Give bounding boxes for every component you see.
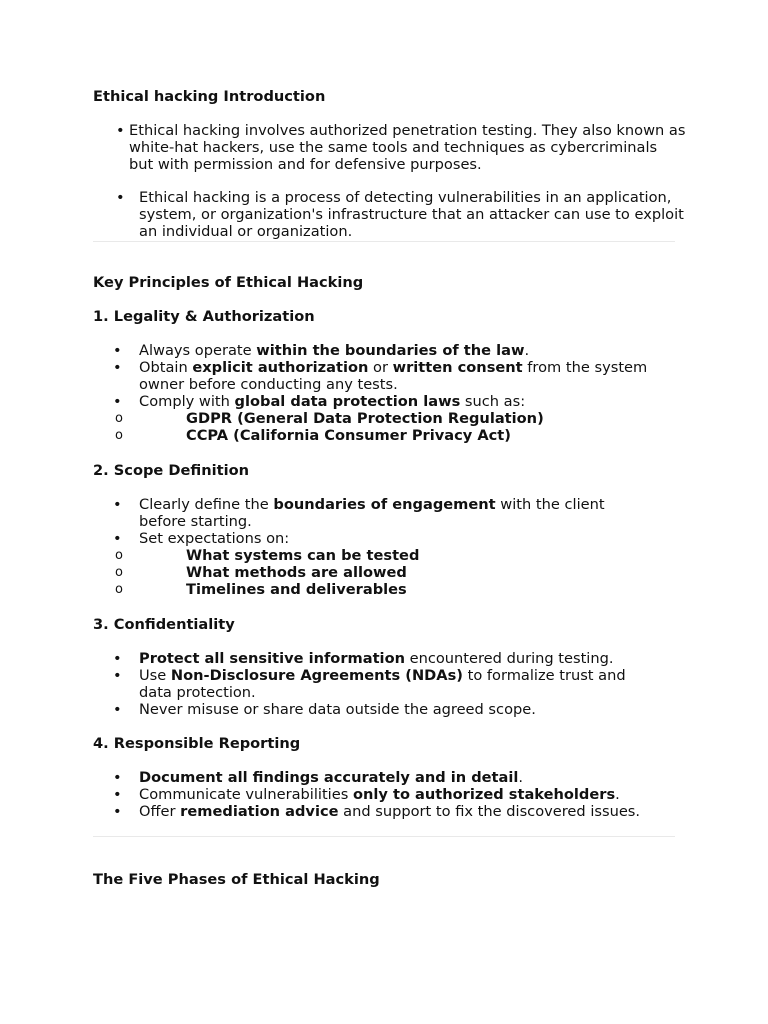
list-item: • Clearly define the boundaries of engagement with the client before starting. [113,496,605,530]
bullet-icon: • [113,359,122,376]
list-item: • Document all findings accurately and in detail. [113,769,524,786]
sub-bullet-icon: o [115,565,123,580]
sub-bullet-icon: o [115,428,123,443]
bullet-icon: • [113,342,122,359]
bullet-icon: • [116,122,125,139]
sub-list-item: o GDPR (General Data Protection Regulation) [115,410,544,427]
section-4-list [93,769,693,820]
section-2-list [93,496,653,598]
sub-list-item: o What methods are allowed [115,564,407,581]
bullet-icon: • [113,496,122,513]
bullet-icon: • [116,189,125,206]
list-item: • Use Non-Disclosure Agreements (NDAs) to formalize trust and data protection. [113,667,626,701]
divider [93,836,675,837]
sub-bullet-icon: o [115,411,123,426]
intro-bullet-1-text: Ethical hacking involves authorized penetration testing. They also known as white-hat hackers, use the same tools and techniques as cybercriminals but with permission and for defensive purposes. [129,122,686,173]
divider [93,241,675,242]
intro-title: Ethical hacking Introduction [93,88,326,105]
principles-title: Key Principles of Ethical Hacking [93,274,364,291]
bullet-icon: • [113,530,122,547]
list-item: • Offer remediation advice and support to fix the discovered issues. [113,803,641,820]
sub-bullet-icon: o [115,582,123,597]
bullet-icon: • [113,650,122,667]
list-item: • Protect all sensitive information encountered during testing. [113,650,614,667]
list-item: • Set expectations on: o What systems can be tested o What methods are allowed o Timelines and deliverables [93,530,653,598]
section-3-title: 3. Confidentiality [93,616,235,633]
sub-list-item: o What systems can be tested [115,547,420,564]
list-item: • Never misuse or share data outside the agreed scope. [113,701,536,718]
intro-bullet-2-text: Ethical hacking is a process of detecting vulnerabilities in an application, system, or organization's infrastructure that an attacker can use to exploit an individual or organization. [139,189,684,240]
bullet-icon: • [113,701,122,718]
list-item: • Obtain explicit authorization or written consent from the system owner before conducting any tests. [113,359,648,393]
list-item: • Communicate vulnerabilities only to authorized stakeholders. [113,786,620,803]
section-2-title: 2. Scope Definition [93,462,250,479]
bullet-icon: • [113,667,122,684]
sub-list-item: o CCPA (California Consumer Privacy Act) [115,427,511,444]
section-1-list [93,342,653,444]
phases-title: The Five Phases of Ethical Hacking [93,871,380,888]
list-item: • Comply with global data protection laws such as: o GDPR (General Data Protection Regulation) o CCPA (California Consumer Privacy Act) [93,393,653,444]
bullet-icon: • [113,786,122,803]
bullet-icon: • [113,769,122,786]
sub-bullet-icon: o [115,548,123,563]
sub-list-item: o Timelines and deliverables [115,581,407,598]
section-4-title: 4. Responsible Reporting [93,735,301,752]
section-1-title: 1. Legality & Authorization [93,308,315,325]
bullet-icon: • [113,803,122,820]
list-item: • Always operate within the boundaries of the law. [113,342,530,359]
intro-bullet-1 [116,122,686,173]
intro-bullet-2 [116,189,686,240]
bullet-icon: • [113,393,122,410]
section-3-list [93,650,663,718]
